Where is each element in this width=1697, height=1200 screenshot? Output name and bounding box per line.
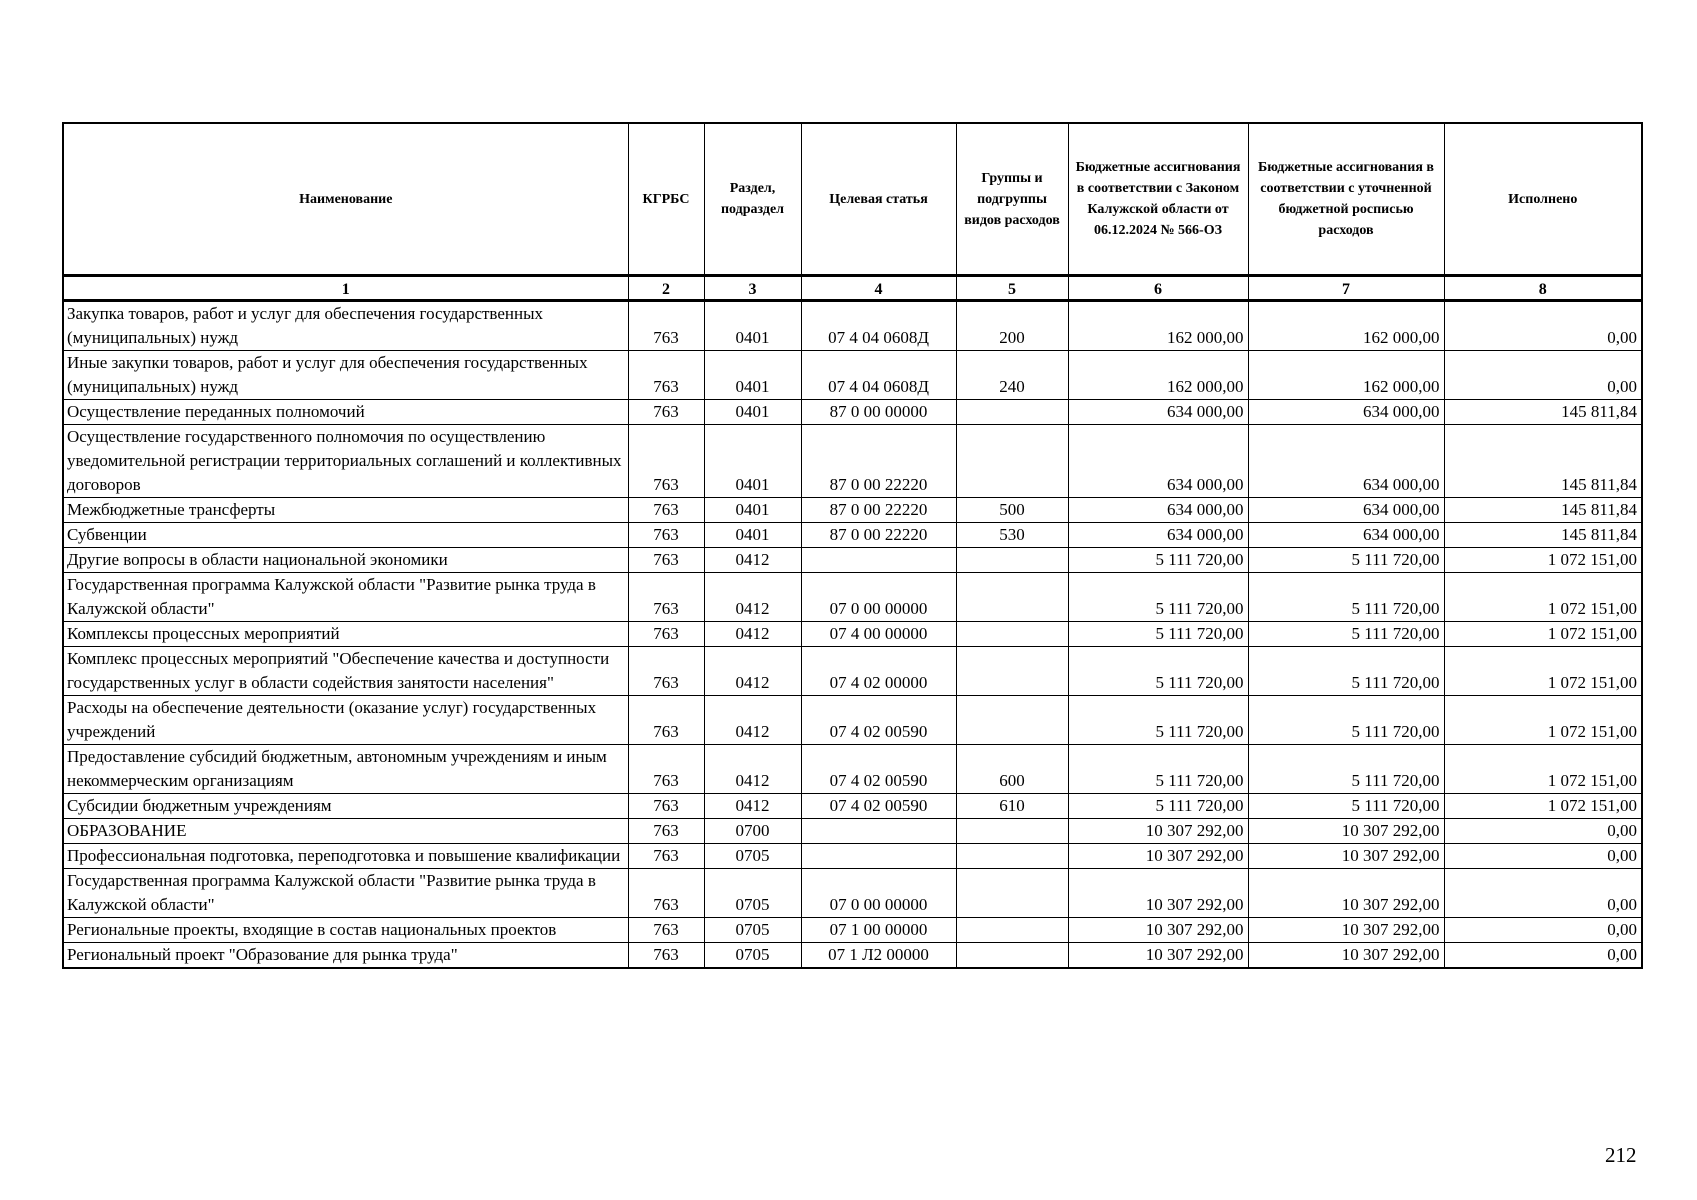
cell-refined-amount: 10 307 292,00 <box>1248 869 1444 918</box>
cell-name: Региональный проект "Образование для рынка труда" <box>63 943 628 969</box>
cell-executed: 0,00 <box>1444 943 1642 969</box>
cell-law-amount: 162 000,00 <box>1068 351 1248 400</box>
table-row <box>63 498 1642 523</box>
table-row <box>63 647 1642 696</box>
cell-law-amount: 5 111 720,00 <box>1068 696 1248 745</box>
budget-table <box>62 122 1643 969</box>
cell-name: Закупка товаров, работ и услуг для обеспечения государственных (муниципальных) нужд <box>63 301 628 351</box>
cell-kgrbs: 763 <box>628 523 704 548</box>
cell-section: 0401 <box>704 498 801 523</box>
table-row <box>63 869 1642 918</box>
cell-target-article: 07 4 02 00590 <box>801 794 956 819</box>
cell-section: 0412 <box>704 794 801 819</box>
cell-name: Комплексы процессных мероприятий <box>63 622 628 647</box>
header-row <box>63 123 1642 276</box>
cell-target-article: 07 4 04 0608Д <box>801 301 956 351</box>
cell-law-amount: 634 000,00 <box>1068 498 1248 523</box>
cell-refined-amount: 5 111 720,00 <box>1248 794 1444 819</box>
cell-section: 0412 <box>704 647 801 696</box>
table-row <box>63 548 1642 573</box>
cell-expense-group: 600 <box>956 745 1068 794</box>
cell-refined-amount: 634 000,00 <box>1248 400 1444 425</box>
column-number: 1 <box>63 276 628 301</box>
cell-law-amount: 162 000,00 <box>1068 301 1248 351</box>
cell-refined-amount: 634 000,00 <box>1248 425 1444 498</box>
cell-target-article <box>801 844 956 869</box>
cell-law-amount: 5 111 720,00 <box>1068 622 1248 647</box>
cell-name: ОБРАЗОВАНИЕ <box>63 819 628 844</box>
cell-kgrbs: 763 <box>628 943 704 969</box>
cell-section: 0705 <box>704 844 801 869</box>
column-number: 3 <box>704 276 801 301</box>
cell-target-article: 07 0 00 00000 <box>801 573 956 622</box>
table-row <box>63 794 1642 819</box>
column-number: 5 <box>956 276 1068 301</box>
cell-expense-group: 240 <box>956 351 1068 400</box>
cell-name: Региональные проекты, входящие в состав национальных проектов <box>63 918 628 943</box>
cell-executed: 0,00 <box>1444 301 1642 351</box>
column-number: 4 <box>801 276 956 301</box>
cell-kgrbs: 763 <box>628 696 704 745</box>
cell-kgrbs: 763 <box>628 918 704 943</box>
cell-expense-group <box>956 647 1068 696</box>
cell-target-article: 87 0 00 22220 <box>801 523 956 548</box>
cell-kgrbs: 763 <box>628 844 704 869</box>
cell-executed: 1 072 151,00 <box>1444 622 1642 647</box>
header-target-article: Целевая статья <box>801 123 956 276</box>
cell-name: Субсидии бюджетным учреждениям <box>63 794 628 819</box>
cell-executed: 0,00 <box>1444 869 1642 918</box>
table-row <box>63 573 1642 622</box>
cell-name: Иные закупки товаров, работ и услуг для обеспечения государственных (муниципальных) нужд <box>63 351 628 400</box>
table-row <box>63 745 1642 794</box>
cell-law-amount: 634 000,00 <box>1068 523 1248 548</box>
table-row <box>63 696 1642 745</box>
cell-target-article: 07 4 02 00590 <box>801 696 956 745</box>
cell-section: 0412 <box>704 573 801 622</box>
cell-refined-amount: 10 307 292,00 <box>1248 918 1444 943</box>
cell-kgrbs: 763 <box>628 400 704 425</box>
cell-executed: 145 811,84 <box>1444 523 1642 548</box>
cell-refined-amount: 10 307 292,00 <box>1248 819 1444 844</box>
header-name: Наименование <box>63 123 628 276</box>
cell-section: 0412 <box>704 745 801 794</box>
cell-executed: 1 072 151,00 <box>1444 745 1642 794</box>
cell-executed: 145 811,84 <box>1444 498 1642 523</box>
cell-section: 0401 <box>704 351 801 400</box>
cell-refined-amount: 5 111 720,00 <box>1248 548 1444 573</box>
cell-refined-amount: 5 111 720,00 <box>1248 573 1444 622</box>
cell-law-amount: 10 307 292,00 <box>1068 844 1248 869</box>
cell-law-amount: 5 111 720,00 <box>1068 794 1248 819</box>
cell-law-amount: 5 111 720,00 <box>1068 548 1248 573</box>
cell-expense-group <box>956 400 1068 425</box>
cell-kgrbs: 763 <box>628 548 704 573</box>
cell-refined-amount: 10 307 292,00 <box>1248 844 1444 869</box>
cell-refined-amount: 5 111 720,00 <box>1248 696 1444 745</box>
cell-section: 0705 <box>704 869 801 918</box>
cell-name: Государственная программа Калужской области "Развитие рынка труда в Калужской области" <box>63 573 628 622</box>
cell-law-amount: 10 307 292,00 <box>1068 918 1248 943</box>
cell-name: Осуществление переданных полномочий <box>63 400 628 425</box>
header-expense-groups: Группы и подгруппы видов расходов <box>956 123 1068 276</box>
table-row <box>63 400 1642 425</box>
cell-kgrbs: 763 <box>628 351 704 400</box>
header-section: Раздел, подраздел <box>704 123 801 276</box>
cell-kgrbs: 763 <box>628 301 704 351</box>
cell-law-amount: 10 307 292,00 <box>1068 819 1248 844</box>
cell-law-amount: 10 307 292,00 <box>1068 869 1248 918</box>
cell-expense-group: 530 <box>956 523 1068 548</box>
cell-section: 0412 <box>704 548 801 573</box>
cell-law-amount: 5 111 720,00 <box>1068 647 1248 696</box>
header-refined-allocations: Бюджетные ассигнования в соответствии с уточненной бюджетной росписью расходов <box>1248 123 1444 276</box>
table-row <box>63 301 1642 351</box>
column-number-row <box>63 276 1642 301</box>
cell-executed: 0,00 <box>1444 819 1642 844</box>
cell-executed: 1 072 151,00 <box>1444 573 1642 622</box>
table-row <box>63 425 1642 498</box>
cell-law-amount: 10 307 292,00 <box>1068 943 1248 969</box>
cell-kgrbs: 763 <box>628 869 704 918</box>
cell-executed: 1 072 151,00 <box>1444 647 1642 696</box>
cell-target-article <box>801 548 956 573</box>
cell-expense-group <box>956 622 1068 647</box>
header-law-allocations: Бюджетные ассигнования в соответствии с Законом Калужской области от 06.12.2024 № 566-ОЗ <box>1068 123 1248 276</box>
cell-kgrbs: 763 <box>628 745 704 794</box>
cell-refined-amount: 162 000,00 <box>1248 301 1444 351</box>
cell-expense-group <box>956 844 1068 869</box>
cell-executed: 145 811,84 <box>1444 425 1642 498</box>
cell-law-amount: 634 000,00 <box>1068 425 1248 498</box>
table-row <box>63 844 1642 869</box>
cell-expense-group <box>956 819 1068 844</box>
cell-kgrbs: 763 <box>628 425 704 498</box>
cell-target-article: 07 1 Л2 00000 <box>801 943 956 969</box>
cell-target-article: 07 4 00 00000 <box>801 622 956 647</box>
cell-executed: 145 811,84 <box>1444 400 1642 425</box>
cell-name: Межбюджетные трансферты <box>63 498 628 523</box>
cell-refined-amount: 5 111 720,00 <box>1248 745 1444 794</box>
cell-law-amount: 5 111 720,00 <box>1068 573 1248 622</box>
cell-executed: 1 072 151,00 <box>1444 696 1642 745</box>
cell-refined-amount: 5 111 720,00 <box>1248 622 1444 647</box>
cell-expense-group <box>956 573 1068 622</box>
cell-kgrbs: 763 <box>628 819 704 844</box>
column-number: 8 <box>1444 276 1642 301</box>
cell-executed: 1 072 151,00 <box>1444 548 1642 573</box>
cell-section: 0401 <box>704 400 801 425</box>
table-row <box>63 622 1642 647</box>
cell-name: Государственная программа Калужской области "Развитие рынка труда в Калужской области" <box>63 869 628 918</box>
cell-name: Осуществление государственного полномочия по осуществлению уведомительной регистрации территориальных соглашений и коллективных договоров <box>63 425 628 498</box>
table-row <box>63 918 1642 943</box>
cell-target-article: 87 0 00 00000 <box>801 400 956 425</box>
cell-target-article: 07 0 00 00000 <box>801 869 956 918</box>
cell-target-article: 07 4 02 00590 <box>801 745 956 794</box>
cell-expense-group: 610 <box>956 794 1068 819</box>
cell-executed: 0,00 <box>1444 351 1642 400</box>
column-number: 7 <box>1248 276 1444 301</box>
table-row <box>63 943 1642 969</box>
cell-name: Комплекс процессных мероприятий "Обеспечение качества и доступности государственных услуг в области содействия занятости населения" <box>63 647 628 696</box>
column-number: 2 <box>628 276 704 301</box>
cell-target-article: 07 4 04 0608Д <box>801 351 956 400</box>
cell-executed: 0,00 <box>1444 918 1642 943</box>
cell-refined-amount: 5 111 720,00 <box>1248 647 1444 696</box>
table-body <box>63 301 1642 969</box>
cell-target-article: 87 0 00 22220 <box>801 425 956 498</box>
cell-name: Другие вопросы в области национальной экономики <box>63 548 628 573</box>
column-number: 6 <box>1068 276 1248 301</box>
cell-expense-group <box>956 869 1068 918</box>
cell-name: Субвенции <box>63 523 628 548</box>
cell-target-article <box>801 819 956 844</box>
header-kgrbs: КГРБС <box>628 123 704 276</box>
cell-kgrbs: 763 <box>628 498 704 523</box>
cell-target-article: 07 4 02 00000 <box>801 647 956 696</box>
cell-kgrbs: 763 <box>628 647 704 696</box>
cell-expense-group <box>956 548 1068 573</box>
cell-kgrbs: 763 <box>628 622 704 647</box>
cell-section: 0401 <box>704 523 801 548</box>
cell-section: 0401 <box>704 301 801 351</box>
cell-law-amount: 634 000,00 <box>1068 400 1248 425</box>
cell-refined-amount: 10 307 292,00 <box>1248 943 1444 969</box>
table-row <box>63 351 1642 400</box>
cell-expense-group <box>956 425 1068 498</box>
cell-expense-group <box>956 918 1068 943</box>
cell-target-article: 87 0 00 22220 <box>801 498 956 523</box>
cell-target-article: 07 1 00 00000 <box>801 918 956 943</box>
cell-expense-group <box>956 943 1068 969</box>
header-executed: Исполнено <box>1444 123 1642 276</box>
cell-section: 0412 <box>704 622 801 647</box>
cell-refined-amount: 162 000,00 <box>1248 351 1444 400</box>
cell-section: 0705 <box>704 943 801 969</box>
cell-executed: 1 072 151,00 <box>1444 794 1642 819</box>
table-row <box>63 819 1642 844</box>
cell-kgrbs: 763 <box>628 573 704 622</box>
cell-name: Профессиональная подготовка, переподготовка и повышение квалификации <box>63 844 628 869</box>
cell-law-amount: 5 111 720,00 <box>1068 745 1248 794</box>
cell-name: Расходы на обеспечение деятельности (оказание услуг) государственных учреждений <box>63 696 628 745</box>
table-row <box>63 523 1642 548</box>
cell-expense-group: 200 <box>956 301 1068 351</box>
cell-section: 0700 <box>704 819 801 844</box>
cell-section: 0401 <box>704 425 801 498</box>
cell-refined-amount: 634 000,00 <box>1248 523 1444 548</box>
cell-executed: 0,00 <box>1444 844 1642 869</box>
cell-expense-group: 500 <box>956 498 1068 523</box>
cell-section: 0705 <box>704 918 801 943</box>
cell-expense-group <box>956 696 1068 745</box>
cell-name: Предоставление субсидий бюджетным, автономным учреждениям и иным некоммерческим организациям <box>63 745 628 794</box>
cell-kgrbs: 763 <box>628 794 704 819</box>
cell-refined-amount: 634 000,00 <box>1248 498 1444 523</box>
page-number: 212 <box>1605 1143 1637 1167</box>
cell-section: 0412 <box>704 696 801 745</box>
